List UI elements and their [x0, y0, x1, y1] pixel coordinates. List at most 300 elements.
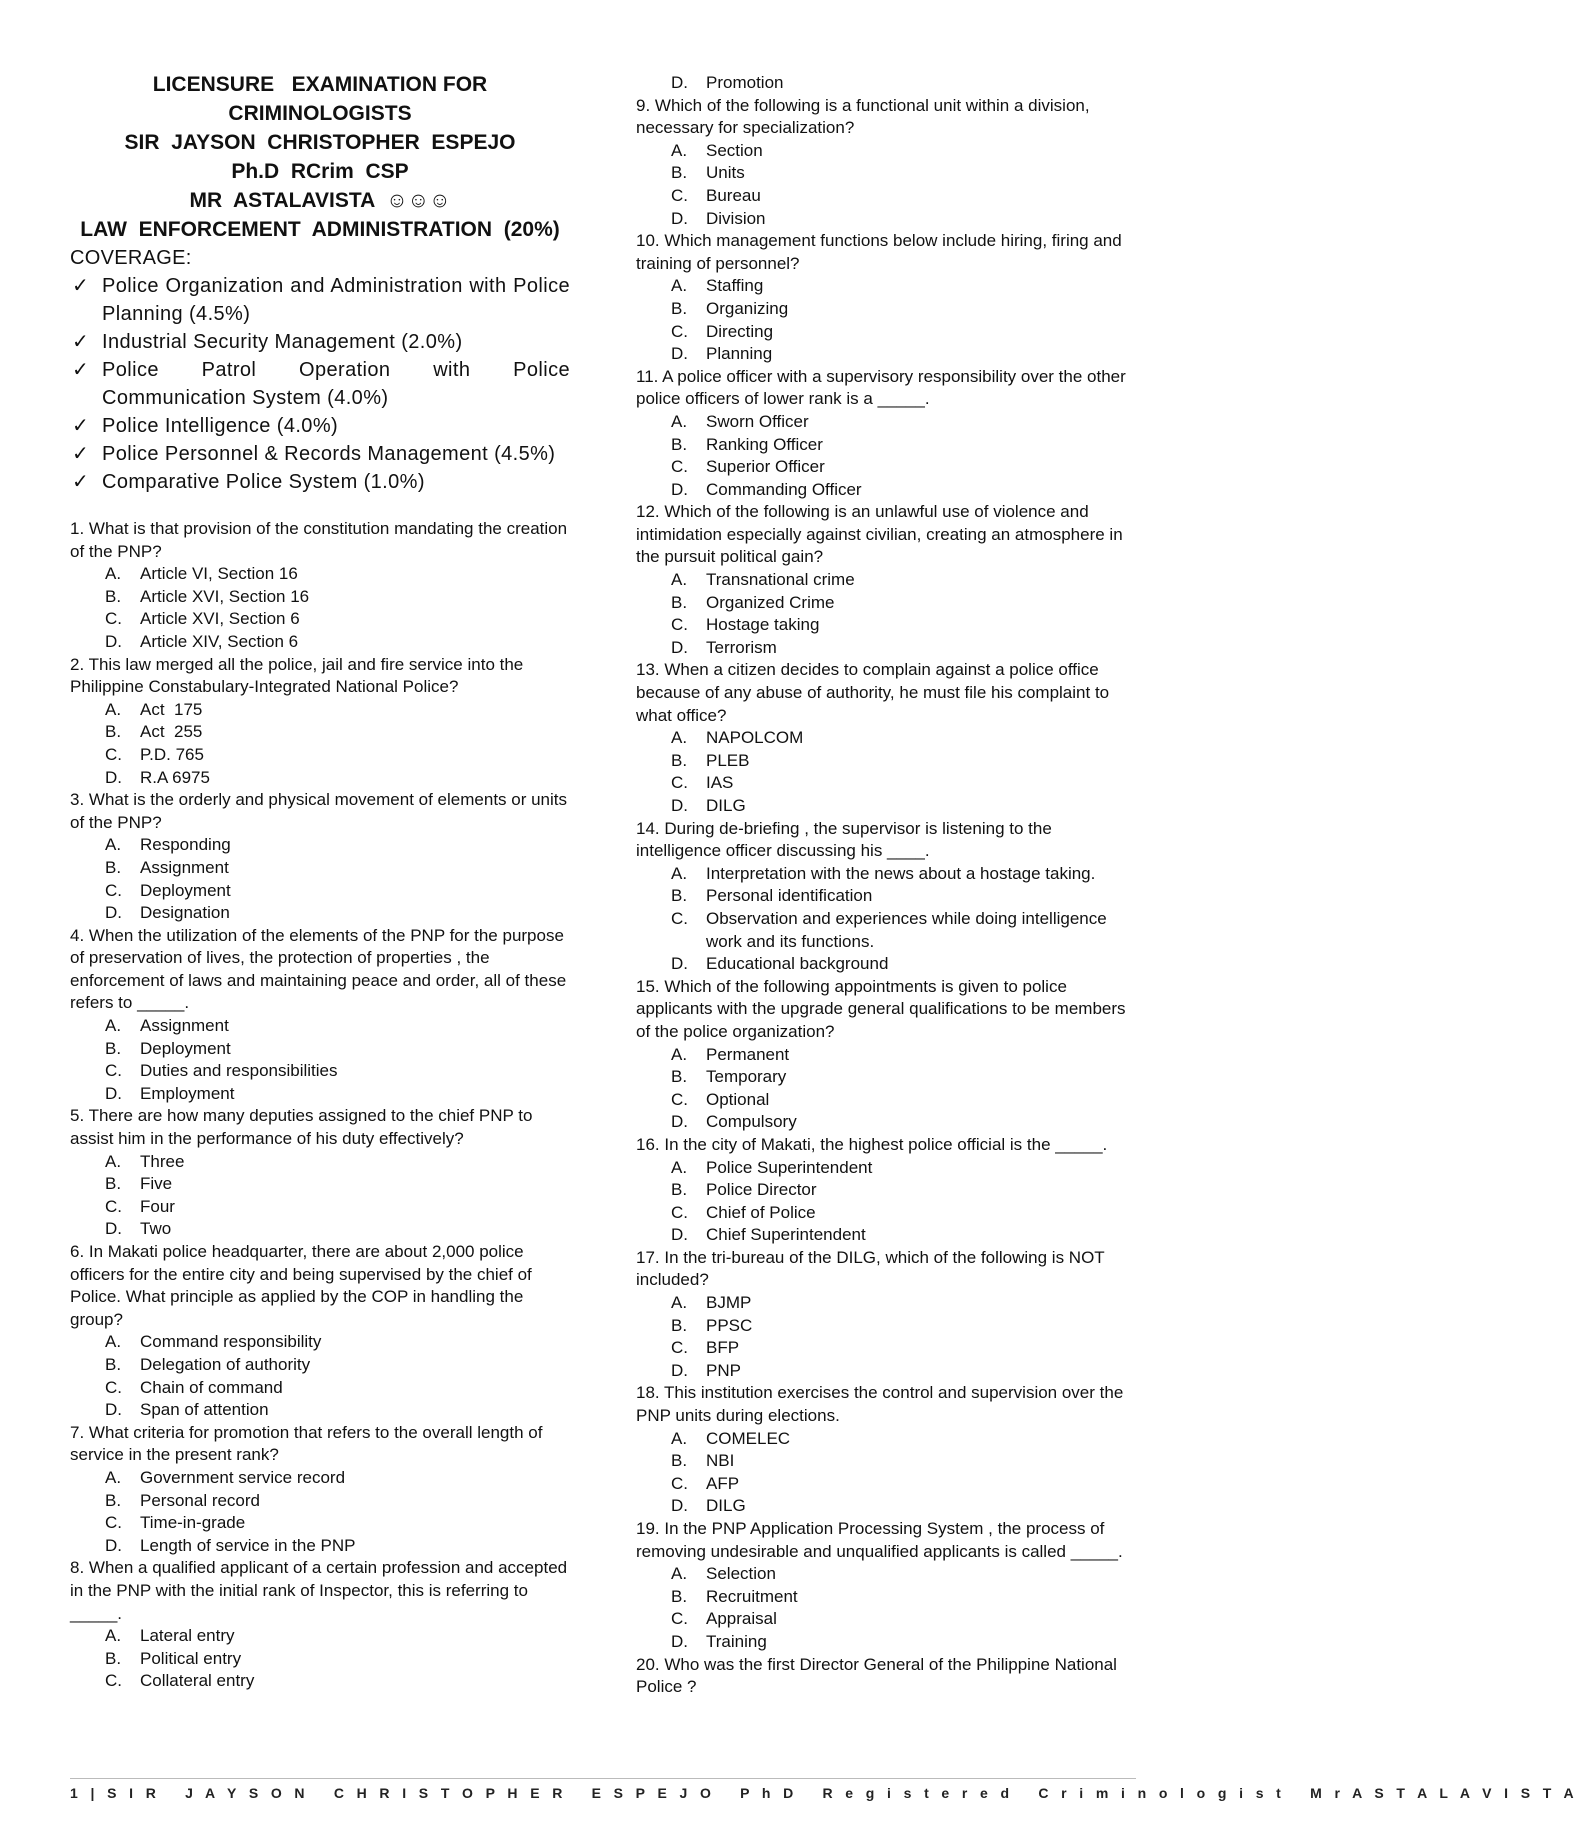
option-text: Staffing: [706, 276, 764, 296]
answer-option: [70, 1377, 570, 1400]
question-item: [636, 659, 1136, 817]
coverage-item: [70, 272, 570, 328]
option-letter: C.: [671, 773, 688, 793]
answer-option: [636, 1066, 1136, 1089]
option-letter: A.: [671, 863, 688, 883]
answer-option: [636, 1224, 1136, 1247]
answer-option: [636, 162, 1136, 185]
answer-option: [70, 1083, 570, 1106]
answer-option: [70, 721, 570, 744]
option-letter: D.: [671, 73, 688, 92]
option-letter: A.: [671, 1293, 688, 1313]
answer-option: [636, 795, 1136, 818]
answer-option: [636, 953, 1136, 976]
option-letter: C.: [105, 1513, 122, 1533]
checkmark-icon: ✓: [72, 331, 90, 353]
option-letter: B.: [671, 1586, 688, 1606]
answer-option: [636, 1450, 1136, 1473]
question-item: [636, 1247, 1136, 1383]
option-text: Organizing: [706, 298, 789, 318]
answer-option: [636, 479, 1136, 502]
answer-option: [636, 1586, 1136, 1609]
option-letter: A.: [671, 728, 688, 748]
checkmark-icon: ✓: [72, 275, 90, 297]
option-text: Employment: [140, 1083, 235, 1103]
answer-options: [636, 1044, 1136, 1134]
option-letter: C.: [671, 185, 688, 205]
answer-options: [636, 727, 1136, 817]
question-text: 1. What is that provision of the constitution mandating the creation of the PNP?: [70, 519, 568, 561]
option-letter: C.: [105, 1061, 122, 1081]
question-item: [70, 654, 570, 790]
question-text: 2. This law merged all the police, jail and fire service into the Philippine Constabulary-Integrated National Police?: [70, 654, 524, 697]
option-text: Temporary: [706, 1067, 787, 1087]
option-text: NAPOLCOM: [706, 728, 804, 748]
header-title-line1: LICENSURE EXAMINATION FOR: [152, 73, 488, 96]
question-item: [636, 976, 1136, 1134]
option-letter: B.: [105, 1490, 122, 1510]
question-text: 16. In the city of Makati, the highest police official is the _____.: [636, 1134, 1108, 1154]
option-text: Interpretation with the news about a hostage taking.: [706, 863, 1096, 883]
question-text: 12. Which of the following is an unlawful use of violence and intimidation especially against civilian, creating an atmosphere in the pursuit political gain?: [636, 502, 1123, 567]
option-letter: B.: [105, 1648, 122, 1668]
answer-option: [636, 1360, 1136, 1383]
option-text: Optional: [706, 1089, 770, 1109]
option-text: Assignment: [140, 1016, 229, 1036]
question-item: [70, 1241, 570, 1422]
answer-option: [636, 208, 1136, 231]
option-letter: A.: [105, 1332, 122, 1352]
option-text: Units: [706, 163, 745, 183]
option-letter: C.: [105, 1377, 122, 1397]
option-text: Section: [706, 140, 763, 160]
option-text: PPSC: [706, 1315, 753, 1335]
answer-option: [70, 857, 570, 880]
question-item: [636, 501, 1136, 659]
option-text: Permanent: [706, 1044, 790, 1064]
question-text: 10. Which management functions below include hiring, firing and training of personnel?: [636, 231, 1122, 273]
checkmark-icon: ✓: [72, 359, 90, 381]
question-text: 9. Which of the following is a functional unit within a division, necessary for specialization?: [636, 95, 1090, 138]
option-text: Command responsibility: [140, 1332, 322, 1352]
option-letter: D.: [671, 479, 688, 499]
answer-option: [636, 343, 1136, 366]
answer-option: [70, 1512, 570, 1535]
option-text: R.A 6975: [140, 767, 210, 787]
question-text: 13. When a citizen decides to complain against a police office because of any abuse of authority, he must file his complaint to what office?: [636, 660, 1110, 725]
coverage-item-text: Comparative Police System (1.0%): [102, 471, 425, 493]
coverage-item: [70, 328, 570, 356]
option-text: Deployment: [140, 1038, 231, 1058]
option-text: Responding: [140, 835, 231, 855]
answer-option: [70, 608, 570, 631]
option-letter: C.: [105, 609, 122, 629]
option-text: Political entry: [140, 1648, 242, 1668]
option-letter: D.: [671, 1496, 688, 1516]
answer-options: [636, 569, 1136, 659]
option-letter: C.: [671, 1609, 688, 1629]
option-text: Observation and experiences while doing intelligence work and its functions.: [706, 908, 1112, 951]
option-letter: C.: [671, 1473, 688, 1493]
header-title-line2: CRIMINOLOGISTS: [228, 102, 412, 125]
option-text: Lateral entry: [140, 1626, 235, 1646]
option-letter: B.: [105, 586, 122, 606]
answer-option: [636, 298, 1136, 321]
answer-option: [636, 1473, 1136, 1496]
option-text: Organized Crime: [706, 592, 835, 612]
answer-option: [636, 1495, 1136, 1518]
answer-option: [636, 1337, 1136, 1360]
answer-option: [70, 1625, 570, 1648]
option-text: Personal identification: [706, 886, 873, 906]
option-letter: A.: [671, 140, 688, 160]
option-letter: B.: [105, 857, 122, 877]
answer-option: [70, 1196, 570, 1219]
option-text: PLEB: [706, 750, 750, 770]
option-letter: D.: [671, 344, 688, 364]
option-text: Hostage taking: [706, 615, 820, 635]
answer-option: [636, 750, 1136, 773]
answer-option: [70, 631, 570, 654]
option-letter: A.: [671, 1044, 688, 1064]
question-text: 3. What is the orderly and physical movement of elements or units of the PNP?: [70, 790, 568, 832]
answer-options: [70, 1331, 570, 1421]
questions-left: [70, 518, 570, 1693]
option-letter: B.: [671, 163, 688, 183]
answer-options: [636, 140, 1136, 230]
option-letter: D.: [671, 1112, 688, 1132]
question-text: 20. Who was the first Director General of the Philippine National Police ?: [636, 1654, 1117, 1697]
answer-option: [70, 1173, 570, 1196]
option-text: Assignment: [140, 857, 229, 877]
option-text: Designation: [140, 903, 230, 923]
option-text: Three: [140, 1151, 185, 1171]
answer-option: [636, 434, 1136, 457]
answer-option: [636, 1179, 1136, 1202]
option-text: DILG: [706, 796, 746, 815]
option-text: AFP: [706, 1473, 740, 1493]
answer-option: [70, 744, 570, 767]
coverage-item-text: Police Patrol Operation with Police Communication System (4.0%): [102, 359, 570, 409]
checkmark-icon: ✓: [72, 471, 90, 493]
answer-option: [70, 767, 570, 790]
option-letter: A.: [105, 564, 122, 584]
answer-option: [636, 72, 1136, 95]
answer-option: [636, 885, 1136, 908]
questions-right: [636, 72, 1136, 1699]
answer-option: [636, 1202, 1136, 1225]
answer-option: [636, 321, 1136, 344]
answer-option: [70, 1354, 570, 1377]
answer-option: [70, 1648, 570, 1671]
answer-option: [636, 456, 1136, 479]
answer-option: [636, 772, 1136, 795]
option-text: COMELEC: [706, 1428, 791, 1448]
option-letter: A.: [671, 276, 688, 296]
answer-option: [70, 902, 570, 925]
answer-options: [70, 1467, 570, 1557]
option-text: Appraisal: [706, 1609, 777, 1629]
option-text: Chief of Police: [706, 1202, 816, 1222]
option-letter: B.: [671, 750, 688, 770]
coverage-item-text: Police Personnel & Records Management (4.5%): [102, 443, 556, 465]
answer-option: [636, 592, 1136, 615]
option-letter: C.: [105, 744, 122, 764]
checkmark-icon: ✓: [72, 415, 90, 437]
answer-option: [70, 1038, 570, 1061]
answer-option: [70, 586, 570, 609]
option-text: Length of service in the PNP: [140, 1535, 356, 1555]
question-text: 7. What criteria for promotion that refers to the overall length of service in the present rank?: [70, 1422, 543, 1465]
question-text: 8. When a qualified applicant of a certain profession and accepted in the PNP with the initial rank of Inspector, this is referring to _____.: [70, 1558, 568, 1623]
option-text: Division: [706, 208, 766, 228]
option-letter: A.: [671, 1157, 688, 1177]
answer-options: [636, 411, 1136, 501]
option-text: Compulsory: [706, 1112, 797, 1132]
option-letter: A.: [671, 1428, 688, 1448]
option-text: Educational background: [706, 954, 889, 974]
right-column: [636, 72, 1136, 1699]
question-item: [636, 1134, 1136, 1247]
answer-option: [70, 699, 570, 722]
option-letter: C.: [105, 880, 122, 900]
question-item: [636, 1518, 1136, 1654]
answer-option: [636, 1089, 1136, 1112]
question-item: [70, 518, 570, 654]
answer-options: [70, 1015, 570, 1105]
option-text: Act 255: [140, 722, 203, 742]
answer-option: [70, 1535, 570, 1558]
answer-option: [636, 1631, 1136, 1654]
option-text: Chain of command: [140, 1377, 283, 1397]
answer-option: [636, 863, 1136, 886]
question-text: 4. When the utilization of the elements of the PNP for the purpose of preservation of lives, the protection of properties , the enforcement of laws and maintaining peace and order, all of these refers to _____.: [70, 925, 567, 1013]
answer-options: [636, 275, 1136, 365]
option-text: Terrorism: [706, 637, 777, 657]
option-text: Two: [140, 1219, 172, 1239]
answer-option: [70, 1467, 570, 1490]
answer-option: [636, 1044, 1136, 1067]
option-letter: D.: [105, 767, 122, 787]
question-item: [636, 1382, 1136, 1518]
option-letter: A.: [105, 1467, 122, 1487]
option-letter: A.: [671, 570, 688, 590]
option-text: IAS: [706, 773, 734, 793]
answer-option: [636, 1428, 1136, 1451]
question-text: 15. Which of the following appointments is given to police applicants with the upgrade general qualifications to be members of the police organization?: [636, 976, 1126, 1041]
option-text: Article XVI, Section 16: [140, 586, 310, 606]
question-item: [70, 789, 570, 925]
coverage-item: [70, 356, 570, 412]
option-text: Deployment: [140, 880, 231, 900]
option-letter: C.: [671, 321, 688, 341]
option-letter: A.: [105, 1151, 122, 1171]
answer-options: [70, 1151, 570, 1241]
option-text: Article XIV, Section 6: [140, 631, 299, 651]
option-letter: D.: [105, 1535, 122, 1555]
option-letter: C.: [671, 908, 688, 928]
option-letter: D.: [105, 903, 122, 923]
page-footer: 1 | S I R J A Y S O N C H R I S T O P H E R E S P E J O P h D R e g i s t e r e d C r i m i n o l o g i s t M r A S T A L A V I S T A: [70, 1785, 1578, 1801]
coverage-item: [70, 440, 570, 468]
option-text: Five: [140, 1174, 173, 1194]
question-text: 11. A police officer with a supervisory responsibility over the other police officers of lower rank is a _____.: [636, 366, 1126, 409]
answer-option: [70, 1670, 570, 1693]
option-text: NBI: [706, 1451, 735, 1471]
answer-option: [636, 727, 1136, 750]
question-item: [636, 72, 1136, 95]
option-letter: B.: [671, 592, 688, 612]
answer-option: [636, 908, 1136, 953]
option-letter: C.: [671, 1338, 688, 1358]
answer-option: [636, 1111, 1136, 1134]
option-text: Chief Superintendent: [706, 1225, 866, 1245]
coverage-label: COVERAGE:: [70, 247, 192, 269]
option-text: PNP: [706, 1360, 741, 1380]
option-letter: A.: [105, 699, 122, 719]
option-text: Police Superintendent: [706, 1157, 873, 1177]
question-item: [70, 1422, 570, 1558]
question-text: 6. In Makati police headquarter, there are about 2,000 police officers for the entire city and being supervised by the chief of Police. What principle as applied by the COP in handling the group?: [70, 1242, 532, 1329]
left-column: [70, 70, 570, 1693]
footer-divider: [70, 1778, 1136, 1779]
answer-option: [636, 569, 1136, 592]
option-letter: D.: [105, 1083, 122, 1103]
option-text: Selection: [706, 1564, 776, 1584]
option-letter: C.: [105, 1196, 122, 1216]
answer-option: [636, 1292, 1136, 1315]
answer-option: [636, 637, 1136, 660]
option-letter: B.: [105, 1354, 122, 1374]
answer-option: [636, 1563, 1136, 1586]
option-text: Four: [140, 1196, 175, 1216]
answer-option: [636, 614, 1136, 637]
question-text: 19. In the PNP Application Processing System , the process of removing undesirable and unqualified applicants is called _____.: [636, 1519, 1123, 1561]
option-text: Ranking Officer: [706, 434, 823, 454]
option-letter: D.: [671, 1360, 688, 1380]
option-letter: D.: [671, 954, 688, 974]
header-alias: MR ASTALAVISTA ☺☺☺: [189, 189, 451, 212]
option-letter: C.: [671, 1202, 688, 1222]
option-text: Directing: [706, 321, 774, 341]
answer-option: [636, 411, 1136, 434]
option-text: BFP: [706, 1338, 740, 1358]
option-text: DILG: [706, 1496, 746, 1516]
option-text: Time-in-grade: [140, 1513, 246, 1533]
header-credentials: Ph.D RCrim CSP: [231, 160, 409, 183]
option-letter: C.: [671, 615, 688, 635]
answer-option: [70, 1015, 570, 1038]
option-letter: A.: [671, 411, 688, 431]
option-letter: D.: [671, 637, 688, 657]
option-text: Government service record: [140, 1467, 346, 1487]
option-letter: B.: [671, 1180, 688, 1200]
header-author: SIR JAYSON CHRISTOPHER ESPEJO: [124, 131, 516, 154]
option-letter: A.: [105, 1626, 122, 1646]
option-letter: B.: [671, 1315, 688, 1335]
answer-option: [70, 1060, 570, 1083]
option-text: Article VI, Section 16: [140, 564, 298, 584]
option-letter: C.: [671, 457, 688, 477]
answer-options: [70, 563, 570, 653]
option-text: Span of attention: [140, 1400, 269, 1420]
option-letter: B.: [105, 1174, 122, 1194]
question-text: 18. This institution exercises the control and supervision over the PNP units during elections.: [636, 1383, 1124, 1426]
option-letter: B.: [671, 1451, 688, 1471]
answer-option: [70, 1490, 570, 1513]
option-text: Police Director: [706, 1180, 817, 1200]
question-text: 14. During de-briefing , the supervisor is listening to the intelligence officer discussing his ____.: [636, 818, 1052, 861]
answer-options: [636, 1428, 1136, 1518]
answer-option: [70, 1331, 570, 1354]
answer-option: [70, 563, 570, 586]
option-letter: B.: [671, 1067, 688, 1087]
answer-option: [70, 880, 570, 903]
checkmark-icon: ✓: [72, 443, 90, 465]
option-letter: D.: [105, 1219, 122, 1239]
option-text: BJMP: [706, 1293, 752, 1313]
option-text: Transnational crime: [706, 570, 855, 590]
coverage-list: [70, 272, 570, 496]
option-text: Promotion: [706, 73, 784, 92]
answer-options: [70, 699, 570, 789]
option-letter: A.: [671, 1564, 688, 1584]
option-letter: C.: [671, 1089, 688, 1109]
answer-options: [70, 1625, 570, 1693]
coverage-item: [70, 412, 570, 440]
answer-options: [636, 1157, 1136, 1247]
option-letter: D.: [671, 208, 688, 228]
question-item: [70, 925, 570, 1106]
option-letter: D.: [671, 1631, 688, 1651]
option-text: Collateral entry: [140, 1671, 255, 1691]
option-text: Personal record: [140, 1490, 261, 1510]
option-text: Recruitment: [706, 1586, 798, 1606]
option-letter: D.: [671, 796, 688, 815]
answer-option: [70, 1218, 570, 1241]
answer-option: [636, 1315, 1136, 1338]
question-text: 5. There are how many deputies assigned to the chief PNP to assist him in the performance of his duty effectively?: [70, 1106, 533, 1149]
question-item: [636, 366, 1136, 502]
exam-header: [70, 70, 570, 244]
question-text: 17. In the tri-bureau of the DILG, which of the following is NOT included?: [636, 1247, 1105, 1290]
coverage-item-text: Police Organization and Administration with Police Planning (4.5%): [102, 275, 570, 325]
option-letter: B.: [671, 298, 688, 318]
option-text: Commanding Officer: [706, 479, 862, 499]
question-item: [636, 230, 1136, 366]
option-letter: A.: [105, 1016, 122, 1036]
answer-option: [70, 834, 570, 857]
option-letter: B.: [671, 886, 688, 906]
answer-option: [636, 1157, 1136, 1180]
answer-options: [636, 72, 1136, 95]
option-text: Training: [706, 1631, 767, 1651]
answer-options: [636, 1292, 1136, 1382]
option-letter: B.: [105, 722, 122, 742]
option-text: Bureau: [706, 185, 761, 205]
option-letter: D.: [671, 1225, 688, 1245]
answer-option: [636, 185, 1136, 208]
option-text: Delegation of authority: [140, 1354, 311, 1374]
coverage-item-text: Industrial Security Management (2.0%): [102, 331, 463, 353]
option-letter: B.: [105, 1038, 122, 1058]
option-text: Article XVI, Section 6: [140, 609, 300, 629]
option-text: Act 175: [140, 699, 203, 719]
header-subject: LAW ENFORCEMENT ADMINISTRATION (20%): [80, 218, 560, 241]
answer-options: [636, 1563, 1136, 1653]
question-item: [70, 1105, 570, 1241]
option-text: Sworn Officer: [706, 411, 809, 431]
